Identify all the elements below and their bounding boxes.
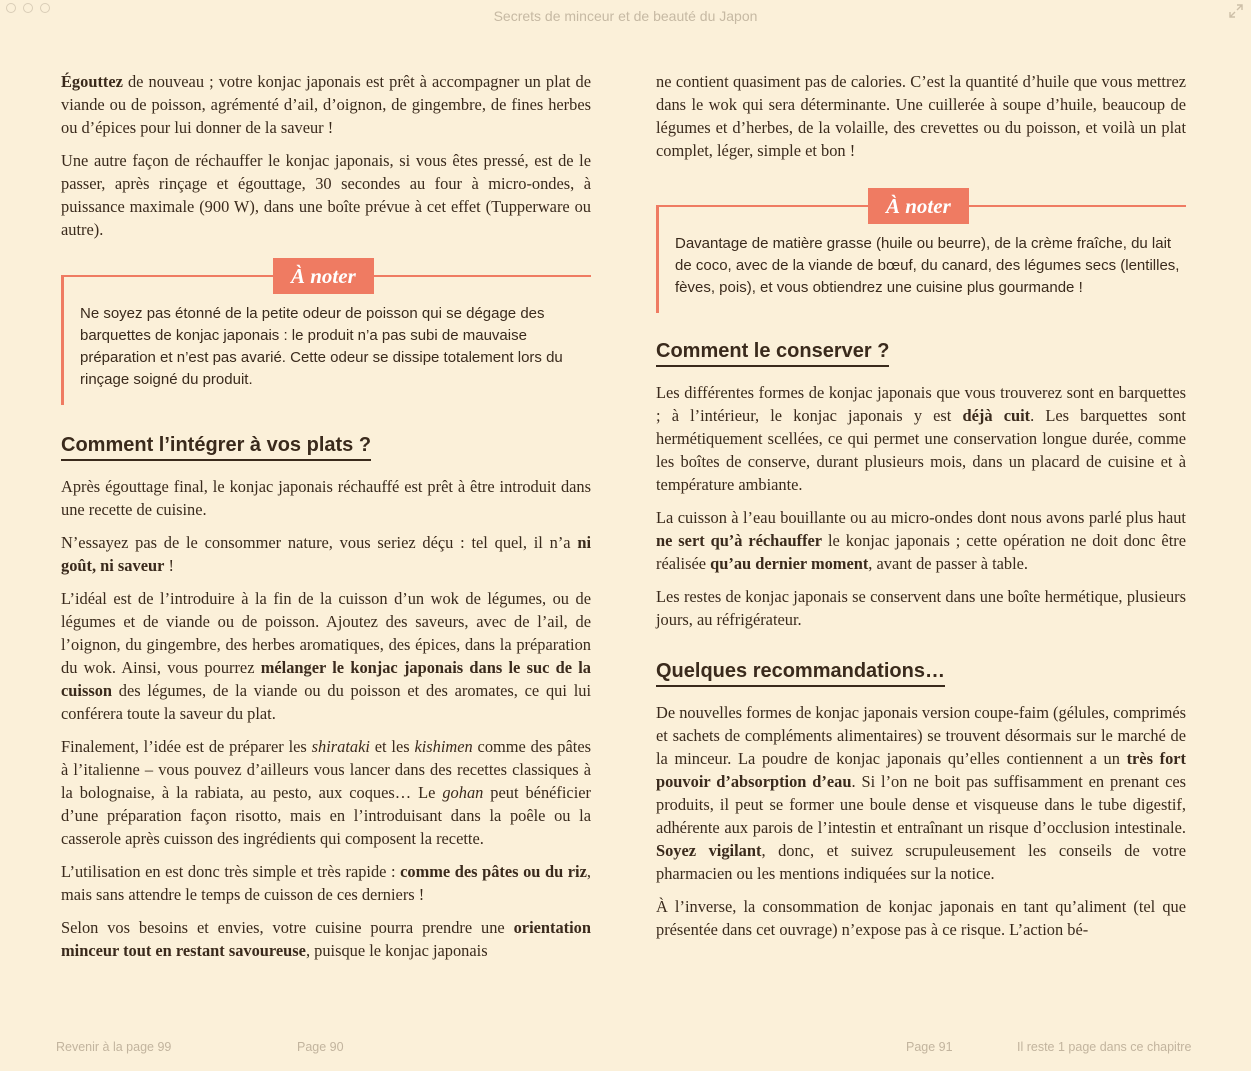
text-run: et les [369,737,415,756]
text-run: ne contient quasiment pas de calories. C’est la quantité d’huile que vous mettrez dans le wok qui sera déterminante. Une cuillerée à soupe d’huile, beaucoup de légumes et d’herbes, de la volaille, des crevettes ou du poisson, et voilà un plat complet, léger, simple et bon ! [656,72,1186,160]
bold-text: ni goût, ni saveur [61,533,591,575]
section-heading: Comment le conserver ? [656,339,889,367]
title-bar [0,0,1251,32]
italic-text: shirataki [311,737,370,756]
section-heading-wrap [61,433,591,461]
text-run: Finalement, l’idée est de préparer les [61,737,312,756]
text-run: , mais sans attendre le temps de cuisson de ces derniers ! [61,862,591,904]
text-run: Les différentes formes de konjac japonais que vous trouverez sont en barquettes ; à l’intérieur, le konjac japonais y est [656,383,1186,425]
text-run: ! [164,556,174,575]
paragraph [61,475,591,521]
text-run: . Si l’on ne boit pas suffisamment en prenant ces produits, il peut se former une boule dense et visqueuse dans le tube digestif, adhérente aux parois de l’intestin et entraînant un risque d’occlusion intestinale. [656,772,1186,837]
bold-text: déjà cuit [962,406,1031,425]
chapter-remaining-pages: Il reste 1 page dans ce chapitre [1017,1040,1192,1054]
paragraph [656,381,1186,496]
text-run: De nouvelles formes de konjac japonais version coupe-faim (gélules, comprimés et sachets de compléments alimentaires) se trouvent désormais sur le marché de la minceur. La poudre de konjac japonais qu’elles contiennent a un [656,703,1186,768]
text-run: , donc, et suivez scrupuleusement les conseils de votre pharmacien ou les mentions indiquées sur la notice. [656,841,1186,883]
note-box [656,194,1186,313]
text-run: L’utilisation en est donc très simple et très rapide : [61,862,401,881]
fullscreen-icon[interactable] [1229,4,1243,18]
note-text: Davantage de matière grasse (huile ou beurre), de la crème fraîche, du lait de coco, avec de la viande de bœuf, du canard, des légumes secs (lentilles, fèves, pois), et vous obtiendrez une cuisine plus gourmande ! [675,235,1180,296]
section-heading-wrap [656,659,1186,687]
paragraph [656,585,1186,631]
text-run: de nouveau ; votre konjac japonais est prêt à accompagner un plat de viande ou de poisson, agrémenté d’ail, d’oignon, de gingembre, de fines herbes ou d’épices pour lui donner de la saveur ! [61,72,591,137]
text-run: À l’inverse, la consommation de konjac japonais en tant qu’aliment (tel que présentée dans cet ouvrage) n’expose pas à ce risque. L’action bé- [656,897,1186,939]
paragraph [61,587,591,725]
text-run: La cuisson à l’eau bouillante ou au micro-ondes dont nous avons parlé plus haut [656,508,1186,527]
note-text: Ne soyez pas étonné de la petite odeur de poisson qui se dégage des barquettes de konjac japonais : le produit n’a pas subi de mauvaise préparation et n’est pas avarié. Cette odeur se dissipe totalement lors du rinçage soigné du produit. [80,305,563,388]
paragraph [656,70,1186,162]
paragraph [61,70,591,139]
paragraph [61,860,591,906]
bold-text: Égouttez [61,72,123,91]
paragraph [61,531,591,577]
bold-text: ne sert qu’à réchauffer [656,531,823,550]
window-title: Secrets de minceur et de beauté du Japon [493,8,758,24]
bold-text: Soyez vigilant [656,841,762,860]
text-run: L’idéal est de l’introduire à la fin de la cuisson d’un wok de légumes, ou de légumes et de viande ou de poisson. Ajoutez des saveurs, avec de l’ail, de l’oignon, du gingembre, des herbes aromatiques, des épices, dans la préparation du wok. Ainsi, vous pourrez [61,589,591,677]
text-run: peut bénéficier d’une préparation façon risotto, mais en l’introduisant dans la poêle ou la casserole après cuisson des ingrédients qui composent la recette. [61,783,591,848]
bold-text: mélanger le konjac japonais dans le suc de la cuisson [61,658,591,700]
paragraph [656,895,1186,941]
section-heading-wrap [656,339,1186,367]
text-run: le konjac japonais ; cette opération ne doit donc être réalisée [656,531,1186,573]
left-page [61,70,591,972]
back-to-page-link[interactable]: Revenir à la page 99 [56,1040,172,1054]
text-run: comme des pâtes à l’italienne – vous pouvez d’ailleurs vous lancer dans des recettes classiques à la bolognaise, à la rabiata, au pesto, aux coques… Le [61,737,591,802]
italic-text: gohan [442,783,484,802]
paragraph [61,735,591,850]
bold-text: très fort pouvoir d’absorption d’eau [656,749,1186,791]
text-run: Après égouttage final, le konjac japonais réchauffé est prêt à être introduit dans une recette de cuisine. [61,477,591,519]
text-run: Une autre façon de réchauffer le konjac japonais, si vous êtes pressé, est de le passer, après rinçage et égouttage, 30 secondes au four à micro-ondes, à puissance maximale (900 W), dans une boîte prévue à cet effet (Tupperware ou autre). [61,151,591,239]
section-heading: Comment l’intégrer à vos plats ? [61,433,371,461]
paragraph [61,149,591,241]
right-page-number: Page 91 [906,1040,953,1054]
note-label: À noter [273,258,374,294]
text-run: Les restes de konjac japonais se conservent dans une boîte hermétique, plusieurs jours, au réfrigérateur. [656,587,1186,629]
text-run: des légumes, de la viande ou du poisson et des aromates, ce qui lui conférera toute la saveur du plat. [61,681,591,723]
text-run: Selon vos besoins et envies, votre cuisine pourra prendre une [61,918,514,937]
text-run: N’essayez pas de le consommer nature, vous seriez déçu : tel quel, il n’a [61,533,578,552]
text-run: . Les barquettes sont hermétiquement scellées, ce qui permet une conservation longue durée, comme les boîtes de conserve, durant plusieurs mois, dans un placard de cuisine et à température ambiante. [656,406,1186,494]
text-run: , puisque le konjac japonais [305,941,488,960]
right-page [656,70,1186,951]
bold-text: orientation minceur tout en restant savoureuse [61,918,591,960]
left-page-number: Page 90 [297,1040,344,1054]
paragraph [656,701,1186,885]
section-heading: Quelques recommandations… [656,659,945,687]
note-box [61,264,591,405]
paragraph [656,506,1186,575]
italic-text: kishimen [414,737,473,756]
text-run: , avant de passer à table. [868,554,1029,573]
bold-text: qu’au dernier moment [710,554,869,573]
note-label: À noter [868,188,969,224]
bold-text: comme des pâtes ou du riz [400,862,587,881]
paragraph [61,916,591,962]
